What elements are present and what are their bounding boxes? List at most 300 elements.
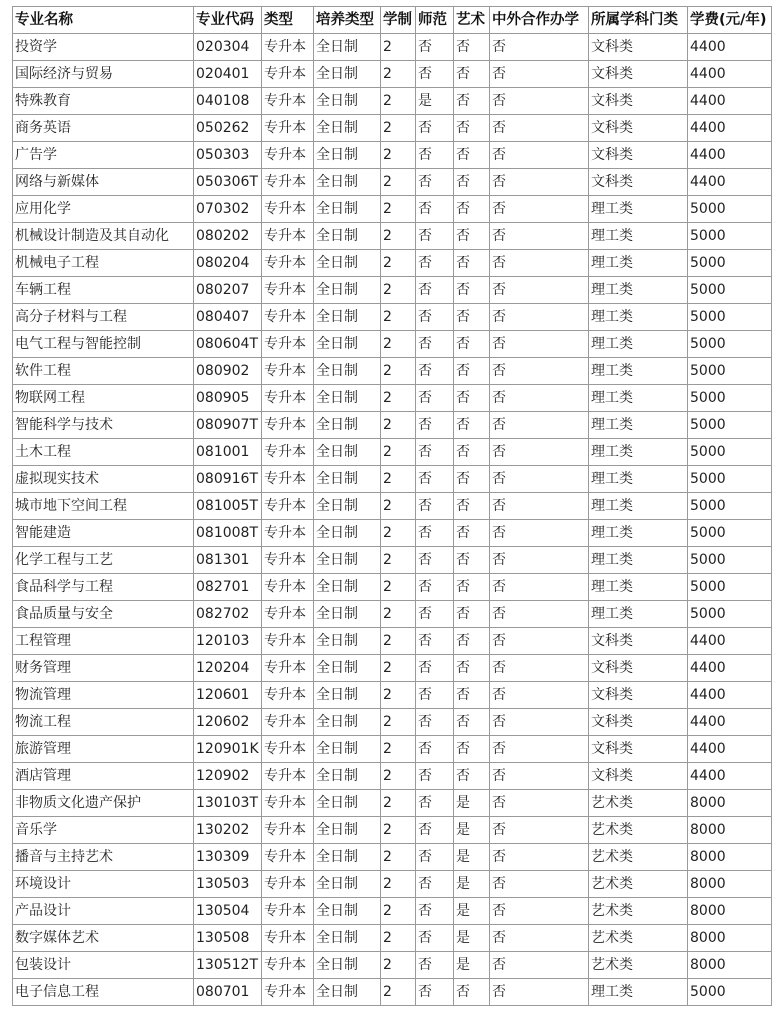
table-row: [13, 817, 772, 844]
cell-type: 专升本: [262, 682, 314, 709]
cell-arts: 否: [454, 223, 490, 250]
cell-teacher-training: 否: [416, 763, 454, 790]
cell-discipline: 艺术类: [589, 817, 688, 844]
cell-arts: 否: [454, 493, 490, 520]
cell-duration: 2: [381, 790, 416, 817]
cell-type: 专升本: [262, 439, 314, 466]
cell-major-code: 081001: [194, 439, 262, 466]
cell-major-code: 081301: [194, 547, 262, 574]
cell-type: 专升本: [262, 979, 314, 1006]
cell-duration: 2: [381, 61, 416, 88]
cell-major-name: 土木工程: [13, 439, 194, 466]
cell-arts: 否: [454, 979, 490, 1006]
cell-duration: 2: [381, 628, 416, 655]
table-header-row: [13, 7, 772, 34]
cell-arts: 否: [454, 34, 490, 61]
cell-study-mode: 全日制: [314, 115, 381, 142]
cell-major-code: 130103T: [194, 790, 262, 817]
cell-sino-foreign: 否: [490, 844, 589, 871]
column-header-study-mode: 培养类型: [314, 7, 381, 34]
cell-major-code: 080701: [194, 979, 262, 1006]
cell-study-mode: 全日制: [314, 358, 381, 385]
cell-study-mode: 全日制: [314, 574, 381, 601]
table-row: [13, 412, 772, 439]
cell-major-name: 机械设计制造及其自动化: [13, 223, 194, 250]
cell-study-mode: 全日制: [314, 763, 381, 790]
cell-study-mode: 全日制: [314, 844, 381, 871]
cell-major-code: 130503: [194, 871, 262, 898]
cell-sino-foreign: 否: [490, 277, 589, 304]
cell-type: 专升本: [262, 412, 314, 439]
cell-teacher-training: 否: [416, 304, 454, 331]
cell-sino-foreign: 否: [490, 871, 589, 898]
table-row: [13, 655, 772, 682]
cell-discipline: 文科类: [589, 115, 688, 142]
cell-tuition: 5000: [688, 466, 772, 493]
cell-discipline: 文科类: [589, 736, 688, 763]
column-header-sino-foreign: 中外合作办学: [490, 7, 589, 34]
cell-sino-foreign: 否: [490, 979, 589, 1006]
table-row: [13, 682, 772, 709]
cell-study-mode: 全日制: [314, 925, 381, 952]
cell-type: 专升本: [262, 169, 314, 196]
cell-teacher-training: 否: [416, 601, 454, 628]
cell-major-code: 120902: [194, 763, 262, 790]
cell-teacher-training: 否: [416, 520, 454, 547]
cell-major-name: 投资学: [13, 34, 194, 61]
cell-tuition: 5000: [688, 520, 772, 547]
cell-discipline: 理工类: [589, 547, 688, 574]
cell-study-mode: 全日制: [314, 871, 381, 898]
cell-major-name: 产品设计: [13, 898, 194, 925]
cell-teacher-training: 否: [416, 979, 454, 1006]
cell-major-name: 数字媒体艺术: [13, 925, 194, 952]
cell-major-name: 工程管理: [13, 628, 194, 655]
cell-study-mode: 全日制: [314, 34, 381, 61]
table-row: [13, 304, 772, 331]
cell-duration: 2: [381, 763, 416, 790]
cell-discipline: 文科类: [589, 682, 688, 709]
table-row: [13, 61, 772, 88]
cell-study-mode: 全日制: [314, 142, 381, 169]
cell-type: 专升本: [262, 817, 314, 844]
cell-major-name: 物流管理: [13, 682, 194, 709]
cell-major-code: 120901K: [194, 736, 262, 763]
cell-sino-foreign: 否: [490, 736, 589, 763]
cell-discipline: 艺术类: [589, 898, 688, 925]
column-header-arts: 艺术: [454, 7, 490, 34]
cell-duration: 2: [381, 817, 416, 844]
cell-arts: 是: [454, 925, 490, 952]
cell-major-name: 软件工程: [13, 358, 194, 385]
cell-teacher-training: 否: [416, 844, 454, 871]
cell-type: 专升本: [262, 844, 314, 871]
cell-teacher-training: 否: [416, 925, 454, 952]
cell-discipline: 文科类: [589, 142, 688, 169]
cell-discipline: 文科类: [589, 34, 688, 61]
cell-tuition: 4400: [688, 115, 772, 142]
table-row: [13, 223, 772, 250]
cell-arts: 否: [454, 412, 490, 439]
cell-tuition: 5000: [688, 385, 772, 412]
cell-type: 专升本: [262, 952, 314, 979]
cell-tuition: 5000: [688, 439, 772, 466]
cell-teacher-training: 否: [416, 709, 454, 736]
cell-type: 专升本: [262, 115, 314, 142]
cell-type: 专升本: [262, 466, 314, 493]
cell-duration: 2: [381, 250, 416, 277]
cell-discipline: 理工类: [589, 385, 688, 412]
cell-teacher-training: 否: [416, 34, 454, 61]
cell-arts: 否: [454, 169, 490, 196]
cell-major-name: 电子信息工程: [13, 979, 194, 1006]
cell-discipline: 理工类: [589, 196, 688, 223]
cell-arts: 否: [454, 763, 490, 790]
cell-discipline: 理工类: [589, 250, 688, 277]
cell-discipline: 理工类: [589, 331, 688, 358]
cell-teacher-training: 否: [416, 115, 454, 142]
cell-teacher-training: 否: [416, 898, 454, 925]
cell-teacher-training: 否: [416, 358, 454, 385]
cell-sino-foreign: 否: [490, 925, 589, 952]
table-row: [13, 709, 772, 736]
cell-discipline: 理工类: [589, 439, 688, 466]
cell-tuition: 4400: [688, 61, 772, 88]
cell-tuition: 5000: [688, 412, 772, 439]
cell-duration: 2: [381, 871, 416, 898]
cell-tuition: 4400: [688, 736, 772, 763]
cell-major-name: 商务英语: [13, 115, 194, 142]
cell-arts: 否: [454, 196, 490, 223]
cell-tuition: 8000: [688, 898, 772, 925]
cell-sino-foreign: 否: [490, 655, 589, 682]
cell-arts: 否: [454, 574, 490, 601]
cell-teacher-training: 否: [416, 655, 454, 682]
cell-type: 专升本: [262, 277, 314, 304]
cell-type: 专升本: [262, 628, 314, 655]
cell-discipline: 理工类: [589, 304, 688, 331]
cell-type: 专升本: [262, 493, 314, 520]
table-row: [13, 142, 772, 169]
cell-arts: 是: [454, 844, 490, 871]
cell-major-code: 082701: [194, 574, 262, 601]
cell-major-code: 130202: [194, 817, 262, 844]
cell-study-mode: 全日制: [314, 628, 381, 655]
cell-duration: 2: [381, 88, 416, 115]
column-header-type: 类型: [262, 7, 314, 34]
cell-tuition: 4400: [688, 682, 772, 709]
cell-duration: 2: [381, 574, 416, 601]
cell-tuition: 5000: [688, 196, 772, 223]
cell-duration: 2: [381, 277, 416, 304]
cell-sino-foreign: 否: [490, 439, 589, 466]
table-row: [13, 628, 772, 655]
cell-major-code: 081005T: [194, 493, 262, 520]
cell-major-code: 050306T: [194, 169, 262, 196]
cell-teacher-training: 否: [416, 277, 454, 304]
cell-type: 专升本: [262, 547, 314, 574]
table-row: [13, 736, 772, 763]
cell-teacher-training: 否: [416, 61, 454, 88]
cell-arts: 是: [454, 898, 490, 925]
cell-discipline: 艺术类: [589, 871, 688, 898]
cell-teacher-training: 否: [416, 493, 454, 520]
cell-type: 专升本: [262, 763, 314, 790]
cell-sino-foreign: 否: [490, 115, 589, 142]
cell-sino-foreign: 否: [490, 763, 589, 790]
cell-teacher-training: 否: [416, 952, 454, 979]
cell-major-code: 080204: [194, 250, 262, 277]
cell-arts: 否: [454, 88, 490, 115]
cell-study-mode: 全日制: [314, 304, 381, 331]
cell-duration: 2: [381, 493, 416, 520]
cell-discipline: 理工类: [589, 979, 688, 1006]
cell-major-name: 机械电子工程: [13, 250, 194, 277]
table-row: [13, 547, 772, 574]
cell-teacher-training: 否: [416, 385, 454, 412]
cell-study-mode: 全日制: [314, 493, 381, 520]
cell-sino-foreign: 否: [490, 682, 589, 709]
cell-type: 专升本: [262, 223, 314, 250]
table-row: [13, 493, 772, 520]
cell-sino-foreign: 否: [490, 88, 589, 115]
cell-study-mode: 全日制: [314, 898, 381, 925]
cell-arts: 否: [454, 736, 490, 763]
cell-arts: 否: [454, 61, 490, 88]
table-row: [13, 601, 772, 628]
cell-major-name: 包装设计: [13, 952, 194, 979]
cell-major-name: 物联网工程: [13, 385, 194, 412]
cell-tuition: 5000: [688, 277, 772, 304]
cell-major-name: 电气工程与智能控制: [13, 331, 194, 358]
cell-discipline: 理工类: [589, 493, 688, 520]
cell-tuition: 8000: [688, 817, 772, 844]
cell-tuition: 5000: [688, 304, 772, 331]
cell-teacher-training: 否: [416, 871, 454, 898]
column-header-duration: 学制: [381, 7, 416, 34]
cell-type: 专升本: [262, 142, 314, 169]
cell-major-name: 特殊教育: [13, 88, 194, 115]
cell-major-code: 120204: [194, 655, 262, 682]
cell-arts: 否: [454, 277, 490, 304]
cell-sino-foreign: 否: [490, 601, 589, 628]
cell-major-code: 120602: [194, 709, 262, 736]
cell-major-code: 070302: [194, 196, 262, 223]
cell-study-mode: 全日制: [314, 88, 381, 115]
cell-discipline: 理工类: [589, 223, 688, 250]
table-row: [13, 358, 772, 385]
cell-major-name: 车辆工程: [13, 277, 194, 304]
cell-tuition: 8000: [688, 844, 772, 871]
cell-arts: 否: [454, 385, 490, 412]
cell-sino-foreign: 否: [490, 196, 589, 223]
cell-tuition: 8000: [688, 871, 772, 898]
table-row: [13, 844, 772, 871]
cell-sino-foreign: 否: [490, 466, 589, 493]
table-row: [13, 88, 772, 115]
cell-study-mode: 全日制: [314, 412, 381, 439]
cell-major-code: 130512T: [194, 952, 262, 979]
cell-duration: 2: [381, 331, 416, 358]
column-header-discipline: 所属学科门类: [589, 7, 688, 34]
cell-type: 专升本: [262, 196, 314, 223]
majors-table-container: [12, 6, 772, 1006]
cell-discipline: 文科类: [589, 169, 688, 196]
cell-discipline: 理工类: [589, 277, 688, 304]
cell-duration: 2: [381, 709, 416, 736]
cell-tuition: 4400: [688, 709, 772, 736]
cell-major-code: 130504: [194, 898, 262, 925]
cell-major-name: 物流工程: [13, 709, 194, 736]
cell-teacher-training: 否: [416, 736, 454, 763]
cell-duration: 2: [381, 952, 416, 979]
cell-sino-foreign: 否: [490, 412, 589, 439]
cell-tuition: 4400: [688, 34, 772, 61]
cell-arts: 否: [454, 142, 490, 169]
table-body: [13, 34, 772, 1006]
cell-major-name: 食品质量与安全: [13, 601, 194, 628]
cell-type: 专升本: [262, 61, 314, 88]
cell-teacher-training: 否: [416, 142, 454, 169]
cell-arts: 是: [454, 817, 490, 844]
cell-type: 专升本: [262, 358, 314, 385]
cell-sino-foreign: 否: [490, 61, 589, 88]
cell-type: 专升本: [262, 520, 314, 547]
cell-tuition: 5000: [688, 547, 772, 574]
cell-major-name: 非物质文化遗产保护: [13, 790, 194, 817]
cell-discipline: 理工类: [589, 358, 688, 385]
table-row: [13, 574, 772, 601]
cell-sino-foreign: 否: [490, 34, 589, 61]
cell-type: 专升本: [262, 88, 314, 115]
cell-arts: 否: [454, 331, 490, 358]
cell-type: 专升本: [262, 34, 314, 61]
cell-major-name: 食品科学与工程: [13, 574, 194, 601]
cell-major-name: 环境设计: [13, 871, 194, 898]
cell-study-mode: 全日制: [314, 601, 381, 628]
cell-discipline: 理工类: [589, 466, 688, 493]
cell-sino-foreign: 否: [490, 520, 589, 547]
cell-tuition: 4400: [688, 169, 772, 196]
table-row: [13, 439, 772, 466]
cell-duration: 2: [381, 358, 416, 385]
cell-teacher-training: 否: [416, 331, 454, 358]
cell-teacher-training: 否: [416, 196, 454, 223]
cell-duration: 2: [381, 385, 416, 412]
cell-major-code: 080902: [194, 358, 262, 385]
cell-arts: 是: [454, 871, 490, 898]
cell-arts: 否: [454, 439, 490, 466]
cell-teacher-training: 否: [416, 169, 454, 196]
cell-discipline: 文科类: [589, 655, 688, 682]
cell-tuition: 4400: [688, 142, 772, 169]
cell-tuition: 4400: [688, 763, 772, 790]
cell-tuition: 5000: [688, 223, 772, 250]
cell-type: 专升本: [262, 709, 314, 736]
majors-table: [12, 6, 772, 1006]
cell-sino-foreign: 否: [490, 142, 589, 169]
cell-discipline: 理工类: [589, 412, 688, 439]
cell-tuition: 5000: [688, 979, 772, 1006]
cell-study-mode: 全日制: [314, 547, 381, 574]
cell-sino-foreign: 否: [490, 790, 589, 817]
cell-sino-foreign: 否: [490, 817, 589, 844]
cell-duration: 2: [381, 844, 416, 871]
column-header-tuition: 学费(元/年): [688, 7, 772, 34]
cell-type: 专升本: [262, 304, 314, 331]
cell-sino-foreign: 否: [490, 952, 589, 979]
cell-sino-foreign: 否: [490, 628, 589, 655]
table-row: [13, 763, 772, 790]
cell-major-name: 财务管理: [13, 655, 194, 682]
cell-study-mode: 全日制: [314, 250, 381, 277]
cell-study-mode: 全日制: [314, 682, 381, 709]
cell-major-name: 国际经济与贸易: [13, 61, 194, 88]
cell-major-name: 城市地下空间工程: [13, 493, 194, 520]
cell-duration: 2: [381, 736, 416, 763]
cell-tuition: 4400: [688, 628, 772, 655]
cell-sino-foreign: 否: [490, 385, 589, 412]
cell-sino-foreign: 否: [490, 547, 589, 574]
cell-sino-foreign: 否: [490, 493, 589, 520]
cell-arts: 否: [454, 682, 490, 709]
cell-study-mode: 全日制: [314, 736, 381, 763]
cell-study-mode: 全日制: [314, 979, 381, 1006]
cell-type: 专升本: [262, 655, 314, 682]
cell-study-mode: 全日制: [314, 952, 381, 979]
cell-type: 专升本: [262, 331, 314, 358]
cell-major-name: 智能建造: [13, 520, 194, 547]
cell-duration: 2: [381, 601, 416, 628]
table-row: [13, 331, 772, 358]
cell-major-name: 化学工程与工艺: [13, 547, 194, 574]
cell-major-name: 酒店管理: [13, 763, 194, 790]
cell-discipline: 理工类: [589, 601, 688, 628]
cell-duration: 2: [381, 979, 416, 1006]
cell-teacher-training: 是: [416, 88, 454, 115]
table-row: [13, 898, 772, 925]
cell-major-name: 播音与主持艺术: [13, 844, 194, 871]
cell-duration: 2: [381, 439, 416, 466]
cell-study-mode: 全日制: [314, 655, 381, 682]
cell-duration: 2: [381, 466, 416, 493]
cell-duration: 2: [381, 655, 416, 682]
cell-duration: 2: [381, 142, 416, 169]
cell-discipline: 文科类: [589, 763, 688, 790]
cell-major-code: 080604T: [194, 331, 262, 358]
cell-duration: 2: [381, 304, 416, 331]
table-row: [13, 979, 772, 1006]
cell-discipline: 文科类: [589, 61, 688, 88]
cell-major-name: 虚拟现实技术: [13, 466, 194, 493]
cell-duration: 2: [381, 169, 416, 196]
cell-type: 专升本: [262, 574, 314, 601]
cell-arts: 否: [454, 115, 490, 142]
cell-sino-foreign: 否: [490, 898, 589, 925]
table-row: [13, 466, 772, 493]
cell-major-code: 080202: [194, 223, 262, 250]
cell-major-code: 130309: [194, 844, 262, 871]
cell-discipline: 艺术类: [589, 790, 688, 817]
cell-major-code: 020304: [194, 34, 262, 61]
cell-study-mode: 全日制: [314, 709, 381, 736]
cell-tuition: 4400: [688, 88, 772, 115]
cell-tuition: 5000: [688, 250, 772, 277]
cell-major-code: 040108: [194, 88, 262, 115]
cell-sino-foreign: 否: [490, 304, 589, 331]
cell-major-code: 080905: [194, 385, 262, 412]
cell-major-code: 081008T: [194, 520, 262, 547]
